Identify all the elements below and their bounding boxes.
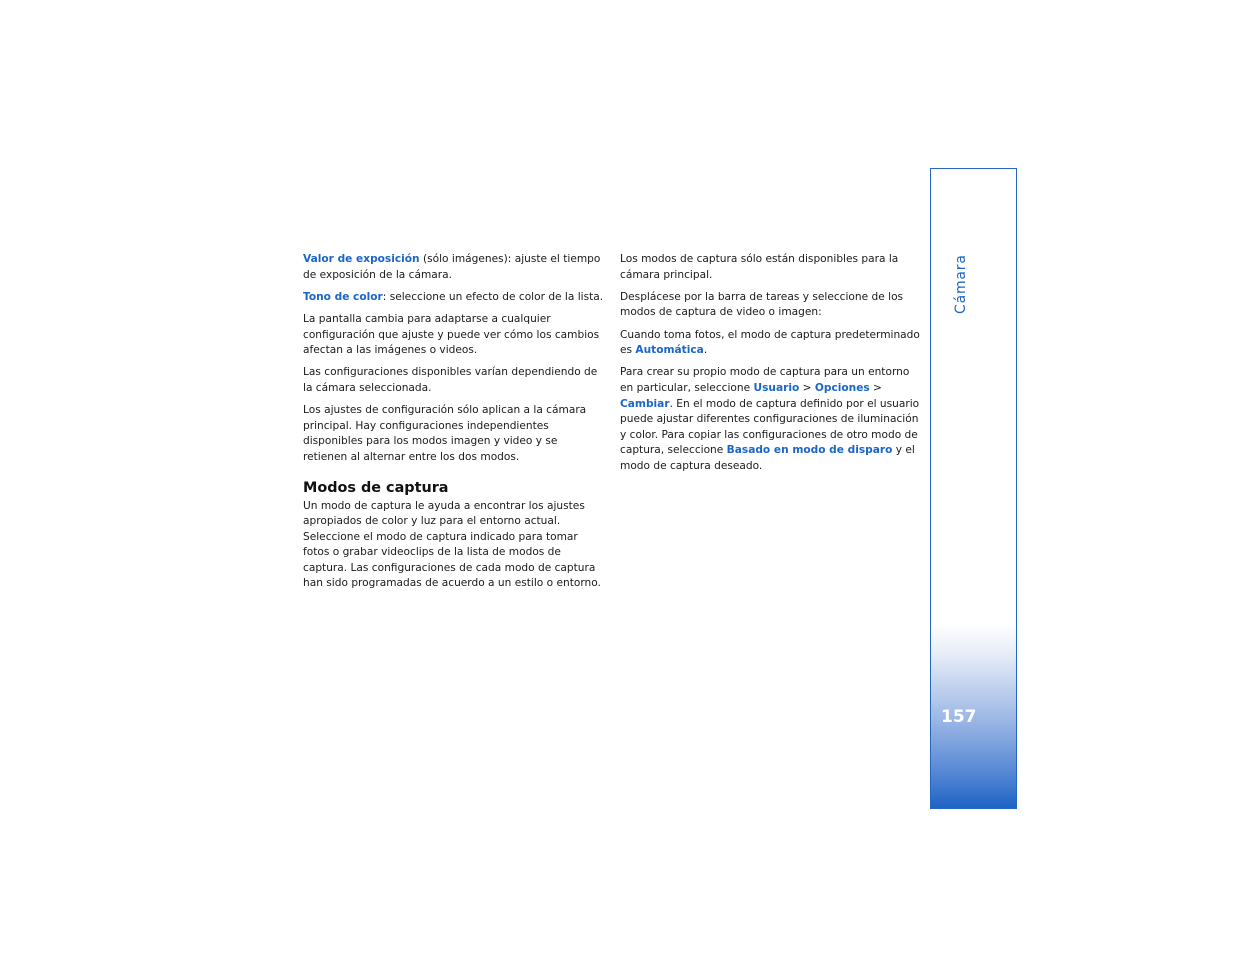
term-exposure-value: Valor de exposición bbox=[303, 253, 420, 265]
chapter-side-tab bbox=[930, 168, 1017, 809]
term-user: Usuario bbox=[753, 381, 800, 394]
paragraph-scroll-toolbar: Desplácese por la barra de tareas y seleccione de los modos de captura de video o imagen: bbox=[620, 290, 904, 319]
separator-1: > bbox=[799, 381, 815, 394]
color-tone-description: : seleccione un efecto de color de la lista. bbox=[382, 290, 604, 303]
exposure-description: (sólo imágenes): ajuste el tiempo de exposición de la cámara. bbox=[303, 253, 601, 281]
paragraph-user-mode bbox=[620, 365, 924, 474]
page-number: 157 bbox=[941, 707, 977, 727]
user-mode-text-1: Para crear su propio modo de captura para un entorno en particular, seleccione bbox=[620, 366, 910, 394]
section-heading-capture-modes: Modos de captura bbox=[303, 479, 449, 496]
term-automatic: Automática bbox=[635, 344, 704, 357]
right-column bbox=[620, 252, 924, 481]
paragraph-main-camera-only: Los modos de captura sólo están disponibles para la cámara principal. bbox=[620, 253, 899, 281]
paragraph-color-tone bbox=[303, 290, 605, 306]
term-color-tone: Tono de color bbox=[303, 290, 383, 303]
term-options: Opciones bbox=[814, 381, 870, 394]
paragraph-default-mode bbox=[620, 328, 924, 359]
paragraph-exposure bbox=[303, 252, 605, 283]
user-mode-text-3: y el modo de captura deseado. bbox=[620, 444, 915, 472]
paragraph-screen-changes: La pantalla cambia para adaptarse a cualquier configuración que ajuste y puede ver cómo los cambios afectan a las imágenes o videos. bbox=[303, 312, 600, 357]
paragraph-available-settings: Las configuraciones disponibles varían dependiendo de la cámara seleccionada. bbox=[303, 366, 598, 394]
separator-2: > bbox=[869, 381, 882, 394]
term-based-on-shooting-mode: Basado en modo de disparo bbox=[726, 444, 893, 457]
user-mode-text-2: . En el modo de captura definido por el usuario puede ajustar diferentes configuraciones de iluminación y color. Para copiar las configuraciones de otro modo de captura, seleccione bbox=[620, 397, 920, 457]
left-column bbox=[303, 252, 605, 599]
default-mode-end: . bbox=[703, 344, 708, 357]
paragraph-capture-mode-intro: Un modo de captura le ayuda a encontrar los ajustes apropiados de color y luz para el entorno actual. Seleccione el modo de captura indicado para tomar fotos o grabar videoclips de la lista de modos de captura. Las configuraciones de cada modo de captura han sido programadas de acuerdo a un estilo o entorno. bbox=[303, 499, 601, 590]
chapter-title: Cámara bbox=[953, 254, 969, 314]
term-change: Cambiar bbox=[620, 397, 670, 410]
paragraph-main-camera-settings: Los ajustes de configuración sólo aplican a la cámara principal. Hay configuraciones independientes disponibles para los modos imagen y video y se retienen al alternar entre los dos modos. bbox=[303, 404, 587, 463]
default-mode-text: Cuando toma fotos, el modo de captura predeterminado es bbox=[620, 328, 920, 357]
